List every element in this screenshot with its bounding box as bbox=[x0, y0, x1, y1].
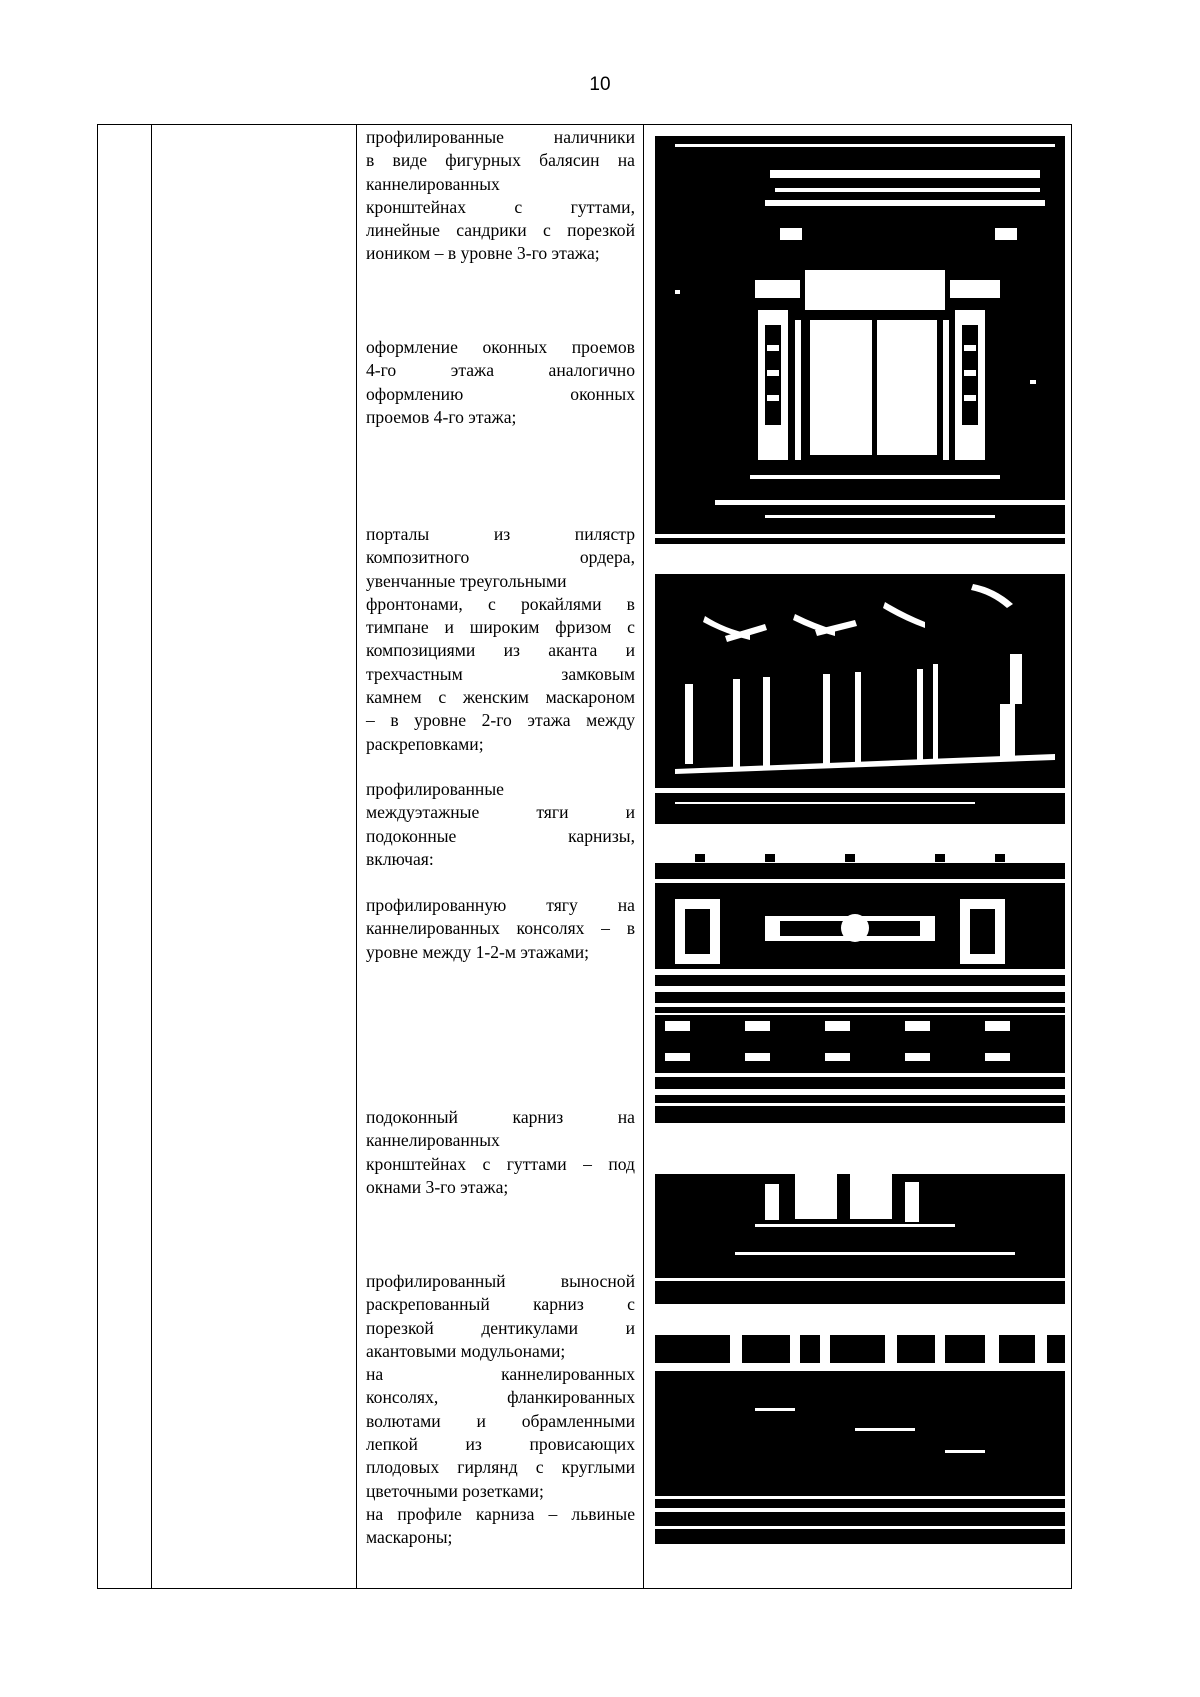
text-line: трехчастным замковым bbox=[366, 663, 635, 684]
text-line: раскреповками; bbox=[366, 733, 484, 754]
text-line: тимпане и широким фризом с bbox=[366, 617, 635, 638]
description-sill-cornice bbox=[366, 1106, 635, 1199]
column-divider-1 bbox=[151, 124, 152, 1589]
text-line: включая: bbox=[366, 848, 434, 869]
text-line: – в уровне 2-го этажа между bbox=[366, 710, 635, 731]
text-line: маскароны; bbox=[366, 1527, 453, 1548]
text-line: уровне между 1-2-м этажами; bbox=[366, 941, 590, 962]
description-portals bbox=[366, 523, 635, 756]
text-line: раскрепованный карниз с bbox=[366, 1294, 635, 1315]
column-divider-2 bbox=[356, 124, 357, 1589]
photo-portals bbox=[655, 574, 1065, 824]
text-line: проемов 4-го этажа; bbox=[366, 406, 517, 427]
text-line: волютами и обрамленными bbox=[366, 1410, 635, 1431]
text-line: фронтонами, с рокайлями в bbox=[366, 593, 635, 614]
text-line: увенчанные треугольными bbox=[366, 570, 567, 591]
description-string-courses bbox=[366, 778, 635, 871]
text-line: кронштейнах с гуттами, bbox=[366, 196, 635, 217]
text-line: композитного ордера, bbox=[366, 547, 635, 568]
text-line: подоконные карнизы, bbox=[366, 825, 635, 846]
text-line: камнем с женским маскароном bbox=[366, 687, 635, 708]
text-line: акантовыми модульонами; bbox=[366, 1340, 566, 1361]
text-line: на каннелированных bbox=[366, 1364, 635, 1385]
column-divider-3 bbox=[643, 124, 644, 1589]
photo-sill-cornice bbox=[655, 1174, 1065, 1304]
text-line: 4-го этажа аналогично bbox=[366, 360, 635, 381]
text-line: каннелированных bbox=[366, 173, 500, 194]
text-line: линейные сандрики с порезкой bbox=[366, 220, 635, 241]
text-line: кронштейнах с гуттами – под bbox=[366, 1153, 635, 1174]
text-line: лепкой из провисающих bbox=[366, 1434, 635, 1455]
text-line: каннелированных консолях – в bbox=[366, 918, 635, 939]
text-line: профилированный выносной bbox=[366, 1271, 635, 1291]
text-line: профилированные bbox=[366, 779, 504, 799]
text-line: композициями из аканта и bbox=[366, 640, 635, 661]
description-window-trims bbox=[366, 126, 635, 266]
text-line: в виде фигурных балясин на bbox=[366, 150, 635, 171]
text-line: каннелированных bbox=[366, 1130, 500, 1151]
text-line: плодовых гирлянд с круглыми bbox=[366, 1457, 635, 1478]
text-line: подоконный карниз на bbox=[366, 1107, 635, 1127]
text-line: профилированные наличники bbox=[366, 127, 635, 147]
page-number: 10 bbox=[589, 74, 611, 95]
description-first-string-course bbox=[366, 894, 635, 964]
text-line: порезкой дентикулами и bbox=[366, 1317, 635, 1338]
text-line: оформлению оконных bbox=[366, 383, 635, 404]
photo-window-trim bbox=[655, 130, 1065, 544]
text-line: на профиле карниза – львиные bbox=[366, 1503, 635, 1524]
photo-string-course bbox=[655, 851, 1065, 1123]
text-line: цветочными розетками; bbox=[366, 1480, 544, 1501]
text-line: междуэтажные тяги и bbox=[366, 802, 635, 823]
text-line: профилированную тягу на bbox=[366, 895, 635, 915]
description-main-cornice bbox=[366, 1270, 635, 1550]
photo-main-cornice bbox=[655, 1330, 1065, 1544]
text-line: порталы из пилястр bbox=[366, 524, 635, 544]
description-4th-floor-windows bbox=[366, 336, 635, 429]
text-line: оформление оконных проемов bbox=[366, 337, 635, 357]
text-line: консолях, фланкированных bbox=[366, 1387, 635, 1408]
text-line: иоником – в уровне 3-го этажа; bbox=[366, 243, 600, 264]
text-line: окнами 3-го этажа; bbox=[366, 1176, 509, 1197]
